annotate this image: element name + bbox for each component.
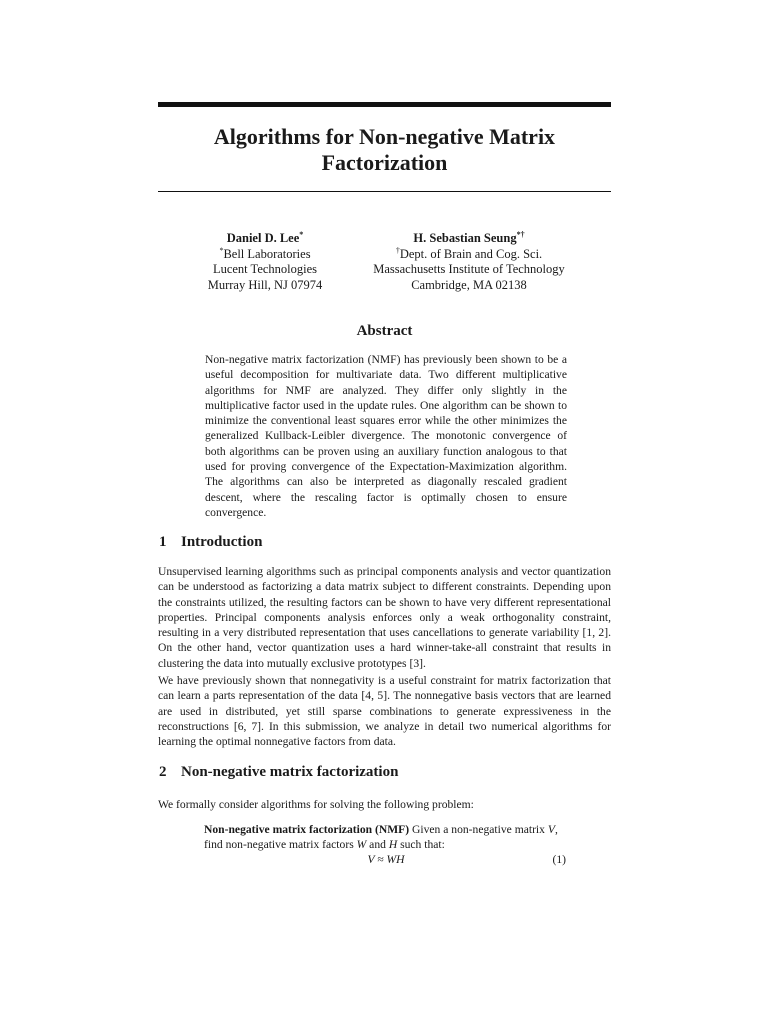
matrix-v: V (547, 823, 555, 836)
author-affiliation-line: Lucent Technologies (212, 262, 318, 276)
matrix-h: H (388, 838, 398, 852)
title-line-1: Algorithms for Non-negative Matrix (213, 124, 556, 149)
nmf-paragraph-1: We formally consider algorithms for solving the following problem: (158, 798, 474, 811)
nmf-definition: Non-negative matrix factorization (NMF) Given a non-negative matrix V, find non-negative matrix factors W and H such that: (204, 823, 558, 852)
intro-paragraph-1: Unsupervised learning algorithms such as principal components analysis and vector quantization can be understood as factorizing a data matrix subject to different constraints. Depending upon the constraints utilized, the resulting factors can be shown to have very different representational properties. Principal components analysis enforces only a weak orthogonality constraint, resulting in a very distributed representation that uses cancellations to generate variability [1, 2]. On the other hand, vector quantization uses a hard winner-take-all constraint that results in clustering the data into mutually exclusive prototypes [3]. (158, 565, 611, 670)
equation-1 (204, 852, 568, 868)
section-heading-introduction (159, 534, 262, 551)
matrix-w: W (356, 838, 367, 852)
definition-term: Non-negative matrix factorization (NMF) (204, 823, 410, 836)
abstract-body (205, 352, 567, 520)
title-bottom-rule (158, 191, 611, 192)
section-title: Introduction (181, 534, 263, 550)
affiliation-mark: * (219, 245, 224, 255)
section-heading-nmf (159, 764, 398, 781)
abstract-heading: Abstract (356, 323, 413, 339)
section-title: Non-negative matrix factorization (181, 764, 399, 780)
intro-paragraph-2: We have previously shown that nonnegativity is a useful constraint for matrix factorization that can learn a parts representation of the data [4, 5]. The nonnegative basis vectors that are learned are used in distributed, yet still sparse combinations to generate expressiveness in the reconstructions [6, 7]. In this submission, we analyze in detail two numerical algorithms for learning the optimal nonnegative factors from data. (158, 674, 611, 749)
affiliation-mark: † (395, 245, 400, 255)
title-line-2: Factorization (321, 150, 448, 175)
abstract-text: Non-negative matrix factorization (NMF) has previously been shown to be a useful decomposition for multivariate data. Two different multiplicative algorithms for NMF are analyzed. They differ only slightly in the multiplicative factor used in the update rules. One algorithm can be shown to minimize the conventional least squares error while the other minimizes the generalized Kullback-Leibler divergence. The monotonic convergence of both algorithms can be proven using an auxiliary function analogous to that used for proving convergence of the Expectation-Maximization algorithm. The algorithms can also be interpreted as diagonally rescaled gradient descent, where the rescaling factor is optimally chosen to ensure convergence. (205, 353, 567, 519)
author-affiliation-line: Cambridge, MA 02138 (411, 277, 527, 292)
section-number: 1 (159, 534, 167, 550)
author-mark: *† (516, 229, 525, 239)
author-mark: * (299, 229, 304, 239)
paper-title (158, 124, 611, 176)
author-affiliation: †Dept. of Brain and Cog. Sci. (395, 245, 543, 261)
equation-number: (1) (552, 853, 566, 866)
author-block-seung (360, 231, 578, 293)
title-top-rule (158, 102, 611, 107)
author-affiliation: *Bell Laboratories (219, 245, 311, 261)
author-name: Daniel D. Lee* (226, 229, 304, 245)
author-name: H. Sebastian Seung*† (413, 229, 525, 245)
equation-formula: V ≈ WH (367, 853, 405, 866)
author-block-lee (190, 231, 340, 293)
author-affiliation-line: Murray Hill, NJ 07974 (207, 277, 323, 292)
author-affiliation-line: Massachusetts Institute of Technology (373, 262, 565, 276)
section-number: 2 (159, 764, 167, 780)
